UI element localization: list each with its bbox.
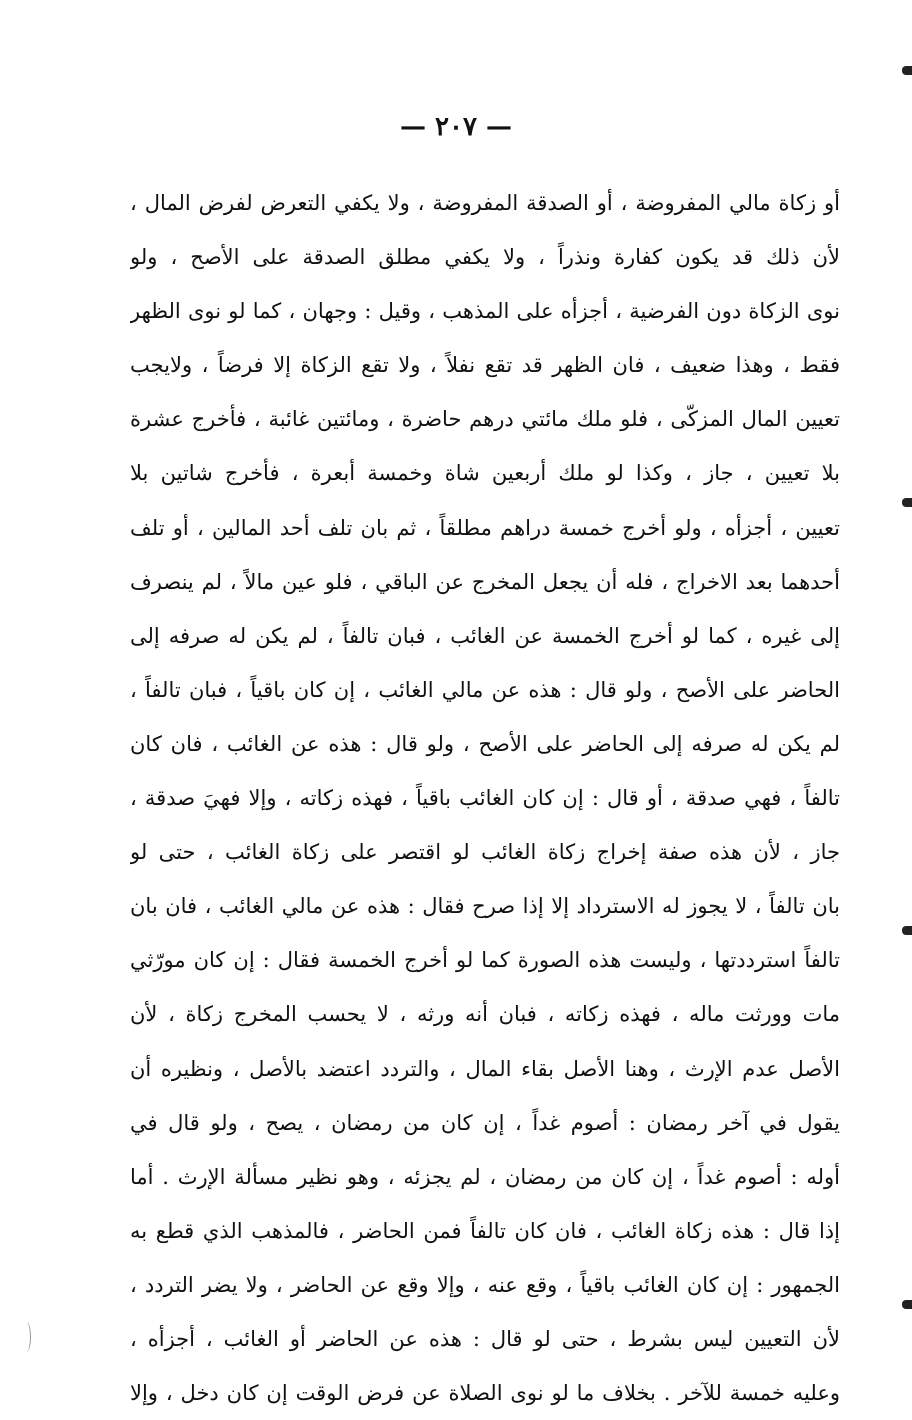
text-line: إذا قال : هذه زكاة الغائب ، فان كان تالفاً فمن الحاضر ، فالمذهب الذي قطع به: [130, 1218, 840, 1243]
text-line: تالفاً ، فهي صدقة ، أو قال : إن كان الغائب باقياً ، فهذه زكاته ، وإلا فهيَ صدقة ،: [130, 786, 840, 811]
text-line: بان تالفاً ، لا يجوز له الاسترداد إلا إذا صرح فقال : هذه عن مالي الغائب ، فان بان: [130, 894, 840, 919]
scan-stray-mark: [22, 1322, 31, 1352]
main-text: [130, 176, 840, 1420]
text-line: أو زكاة مالي المفروضة ، أو الصدقة المفروضة ، ولا يكفي التعرض لفرض المال ،: [130, 191, 840, 215]
page-number: — ٢٠٧ —: [399, 112, 513, 142]
scan-edge-mark: [902, 926, 912, 935]
text-line: تالفاً استرددتها ، وليست هذه الصورة كما لو أخرج الخمسة فقال : إن كان مورّثي: [130, 948, 840, 973]
text-line: لم يكن له صرفه إلى الحاضر على الأصح ، ولو قال : هذه عن الغائب ، فان كان: [130, 731, 840, 756]
text-line: يقول في آخر رمضان : أصوم غداً ، إن كان من رمضان ، يصح ، ولو قال في: [130, 1110, 840, 1135]
text-line: الجمهور : إن كان الغائب باقياً ، وقع عنه ، وإلا وقع عن الحاضر ، ولا يضر التردد ،: [130, 1272, 840, 1297]
text-line: أحدهما بعد الاخراج ، فله أن يجعل المخرج عن الباقي ، فلو عين مالاً ، لم ينصرف: [130, 569, 840, 594]
scan-edge-mark: [902, 66, 912, 75]
scan-edge-mark: [902, 1300, 912, 1309]
text-line: تعيين المال المزكّى ، فلو ملك مائتي درهم حاضرة ، ومائتين غائبة ، فأخرج عشرة: [130, 407, 840, 432]
text-line: مات وورثت ماله ، فهذه زكاته ، فبان أنه ورثه ، لا يحسب المخرج زكاة ، لأن: [130, 1002, 840, 1027]
text-line: وعليه خمسة للآخر . بخلاف ما لو نوى الصلاة عن فرض الوقت إن كان دخل ، وإلا: [130, 1381, 840, 1406]
text-line: لأن ذلك قد يكون كفارة ونذراً ، ولا يكفي مطلق الصدقة على الأصح ، ولو: [130, 245, 840, 270]
text-line: فقط ، وهذا ضعيف ، فان الظهر قد تقع نفلاً ، ولا تقع الزكاة إلا فرضاً ، ولايجب: [130, 353, 840, 378]
scan-edge-mark: [902, 498, 912, 507]
text-line: نوى الزكاة دون الفرضية ، أجزأه على المذهب ، وقيل : وجهان ، كما لو نوى الظهر: [130, 299, 840, 324]
text-line: أوله : أصوم غداً ، إن كان من رمضان ، لم يجزئه ، وهو نظير مسألة الإرث . أما: [130, 1164, 840, 1189]
text-line: جاز ، لأن هذه صفة إخراج زكاة الغائب لو اقتصر على زكاة الغائب ، حتى لو: [130, 840, 840, 865]
text-line: تعيين ، أجزأه ، ولو أخرج خمسة دراهم مطلقاً ، ثم بان تلف أحد المالين ، أو تلف: [130, 515, 840, 540]
text-line: لأن التعيين ليس بشرط ، حتى لو قال : هذه عن الحاضر أو الغائب ، أجزأه ،: [130, 1326, 840, 1351]
text-line: إلى غيره ، كما لو أخرج الخمسة عن الغائب ، فبان تالفاً ، لم يكن له صرفه إلى: [130, 623, 840, 648]
text-line: بلا تعيين ، جاز ، وكذا لو ملك أربعين شاة وخمسة أبعرة ، فأخرج شاتين بلا: [130, 461, 840, 486]
text-line: الأصل عدم الإرث ، وهنا الأصل بقاء المال ، والتردد اعتضد بالأصل ، ونظيره أن: [130, 1056, 840, 1081]
text-line: الحاضر على الأصح ، ولو قال : هذه عن مالي الغائب ، إن كان باقياً ، فبان تالفاً ،: [130, 677, 840, 702]
